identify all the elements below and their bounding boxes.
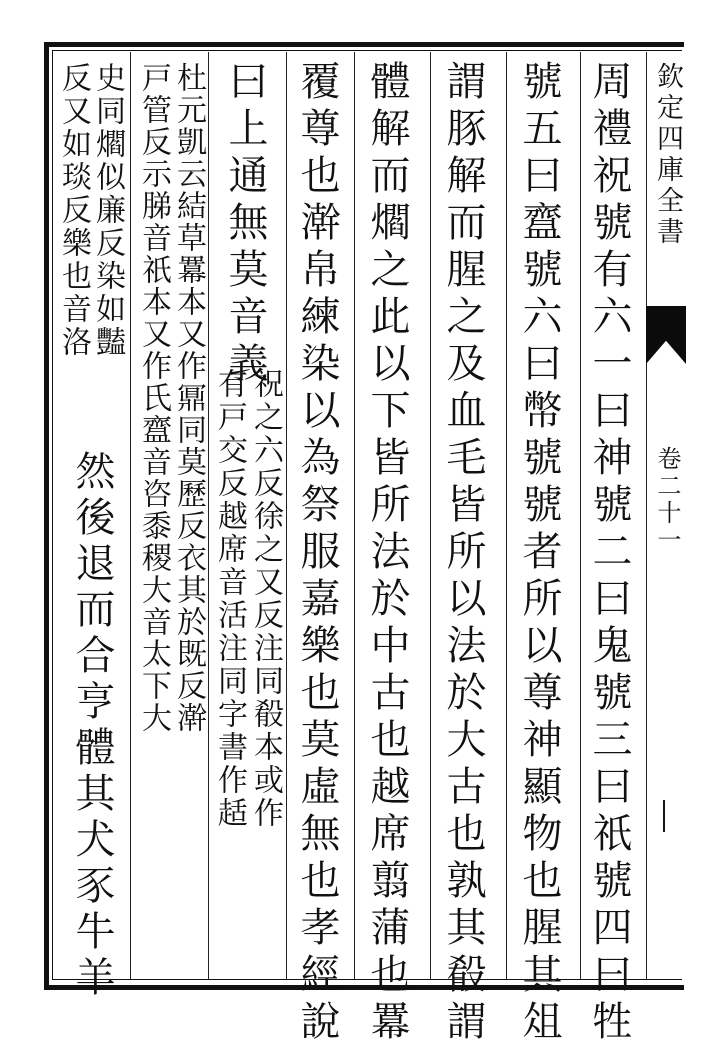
annotation-column-6-left: 有戸交反越席音活注同字書作趏 <box>212 368 247 830</box>
column-rule <box>506 52 507 980</box>
column-rule <box>354 52 355 980</box>
margin-tick <box>663 800 665 832</box>
margin-juan-number: 卷二十一 <box>653 446 681 554</box>
column-rule <box>208 52 209 980</box>
text-column-6-main: 曰上通無莫音義 <box>222 60 268 389</box>
text-column-5: 覆尊也澣帛練染以為祭服嘉樂也莫虛無也孝經說 <box>294 60 340 1047</box>
text-column-3: 謂豚解而腥之及血毛皆所以法於大古也孰其殽謂 <box>440 60 486 1047</box>
annotation-column-7: 杜元凱云結草羃本又作鼏同莫歷反衣其於既反澣 <box>171 62 206 734</box>
annotation-column-6-right: 祝之六反徐之又反注同殽本或作 <box>248 368 283 830</box>
column-rule <box>430 52 431 980</box>
column-rule <box>580 52 581 980</box>
text-column-1: 周禮祝號有六一曰神號二曰鬼號三曰祇號四曰牲 <box>586 60 632 1047</box>
margin-book-title: 欽定四庫全書 <box>652 62 683 248</box>
annotation-column-9-right: 史同爓似廉反染如豔 <box>90 62 125 359</box>
column-rule <box>286 52 287 980</box>
column-rule <box>130 52 131 980</box>
annotation-column-8: 戸管反示䏲音祇本又作氏齍音咨黍稷大音太下大 <box>136 62 171 734</box>
text-column-4: 體解而爓之此以下皆所法於中古也越席翦蒲也羃 <box>364 60 410 1047</box>
text-column-9-main: 然後退而合亨體其犬豕牛羊 <box>69 450 115 1002</box>
column-rule <box>646 52 647 980</box>
annotation-column-9-left: 反又如琰反樂也音洛 <box>56 62 91 359</box>
text-column-2: 號五曰齍號六曰幣號號者所以尊神顯物也腥其俎 <box>516 60 562 1047</box>
